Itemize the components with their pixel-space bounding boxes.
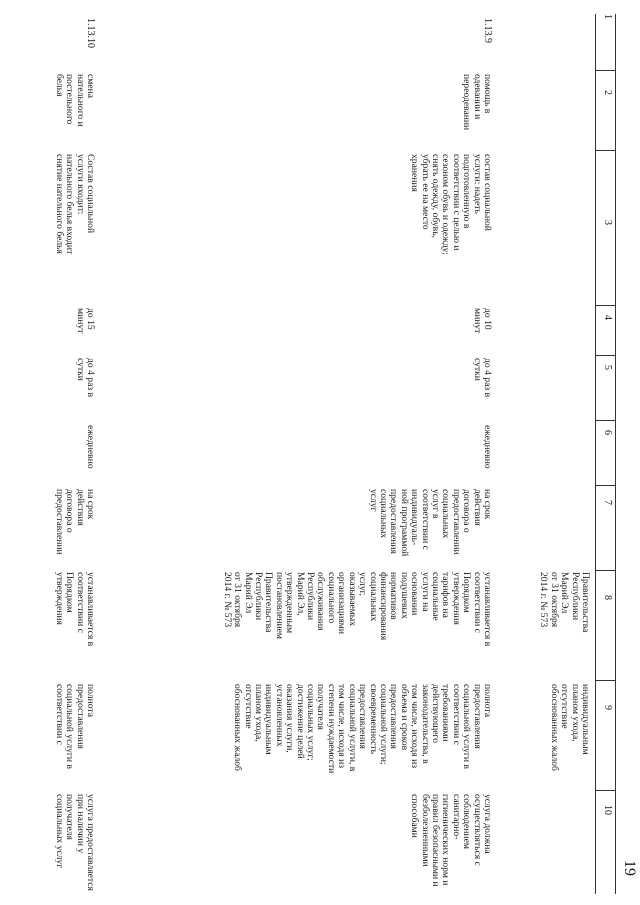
service-name: помощь в одевании и переодевании bbox=[461, 74, 493, 131]
table-top-border bbox=[615, 14, 616, 894]
col-number-6: 6 bbox=[602, 430, 613, 435]
row-number: 1.13.9 bbox=[482, 18, 493, 43]
col-number-5: 5 bbox=[602, 365, 613, 370]
service-composition: состав социальной услуги: надеть подготовленную в соответствии с целью и сезоном обувь и одежду; снять одежду, обувь, убрать ее на место хранения bbox=[409, 154, 493, 255]
row-number: 1.13.10 bbox=[85, 18, 96, 48]
service-period: ежедневно bbox=[482, 425, 493, 469]
col-number-8: 8 bbox=[602, 595, 613, 600]
service-indicators: полнота предоставления социальной услуги в соответствии с требованиями действующего законодательства, в том числе, исходя из объема и сроков предоставления социальной услуги; своевременность предоставления социальной услуги, в том числе, исходя из степени нуждаемости получателя социальных услуг; достижение целей оказания услуги, установленных индивидуальным планом ухода, отсутствие обоснованных жалоб bbox=[232, 684, 493, 774]
col-number-2: 2 bbox=[602, 90, 613, 95]
carryover-indicators: индивидуальным планом ухода, отсутствие обоснованных жалоб bbox=[548, 684, 591, 771]
page-number: 19 bbox=[621, 860, 638, 876]
service-frequency: до 4 раз в сутки bbox=[471, 358, 493, 398]
col-number-1: 1 bbox=[602, 14, 613, 19]
service-composition: Состав социальной услуги входит: нательного белья входит снятие нательного белья bbox=[53, 154, 96, 255]
col-number-10: 10 bbox=[602, 805, 613, 815]
col-number-9: 9 bbox=[602, 705, 613, 710]
service-name: смена нательного и постельного белья bbox=[53, 74, 96, 127]
service-financing: устанавливается в соответствии с Порядком утверждения bbox=[53, 572, 96, 647]
service-period: ежедневно bbox=[85, 425, 96, 469]
service-financing: устанавливается в соответствии с Порядком утверждения тарифов на социальные услуги на основании подушевых нормативов финансирования социальных услуг, оказываемых организациями социального обслуживания Республики Марий Эл, утвержденным постановлением Правительства Республики Марий Эл от 31 октября 2014 г. № 573 bbox=[221, 572, 493, 647]
service-term: на срок действия договора о предоставлении bbox=[53, 489, 96, 555]
service-time: до 15 минут bbox=[74, 308, 96, 334]
service-term: на срок действия договора о предоставлении социальных услуг в соответствии с индивидуаль- ной программой предоставления социальных услуг bbox=[367, 489, 493, 557]
col-number-4: 4 bbox=[602, 315, 613, 320]
service-conditions: услуга предоставляется при наличии у получателя социальных услуг bbox=[53, 794, 96, 891]
service-time: до 10 минут bbox=[471, 308, 493, 334]
service-conditions: услуга должна осуществляться с соблюдением санитарно- гигиенических норм и правил безопасными и безболезненными способами bbox=[409, 794, 493, 887]
service-frequency: до 4 раз в сутки bbox=[74, 358, 96, 398]
carryover-financing: Правительства Республики Марий Эл от 31 октября 2014 г. № 573 bbox=[538, 572, 591, 633]
col-number-7: 7 bbox=[602, 500, 613, 505]
service-indicators: полнота предоставления социальной услуги в соответствии с bbox=[53, 684, 96, 769]
col-number-3: 3 bbox=[602, 220, 613, 225]
header-row-border bbox=[595, 14, 596, 894]
